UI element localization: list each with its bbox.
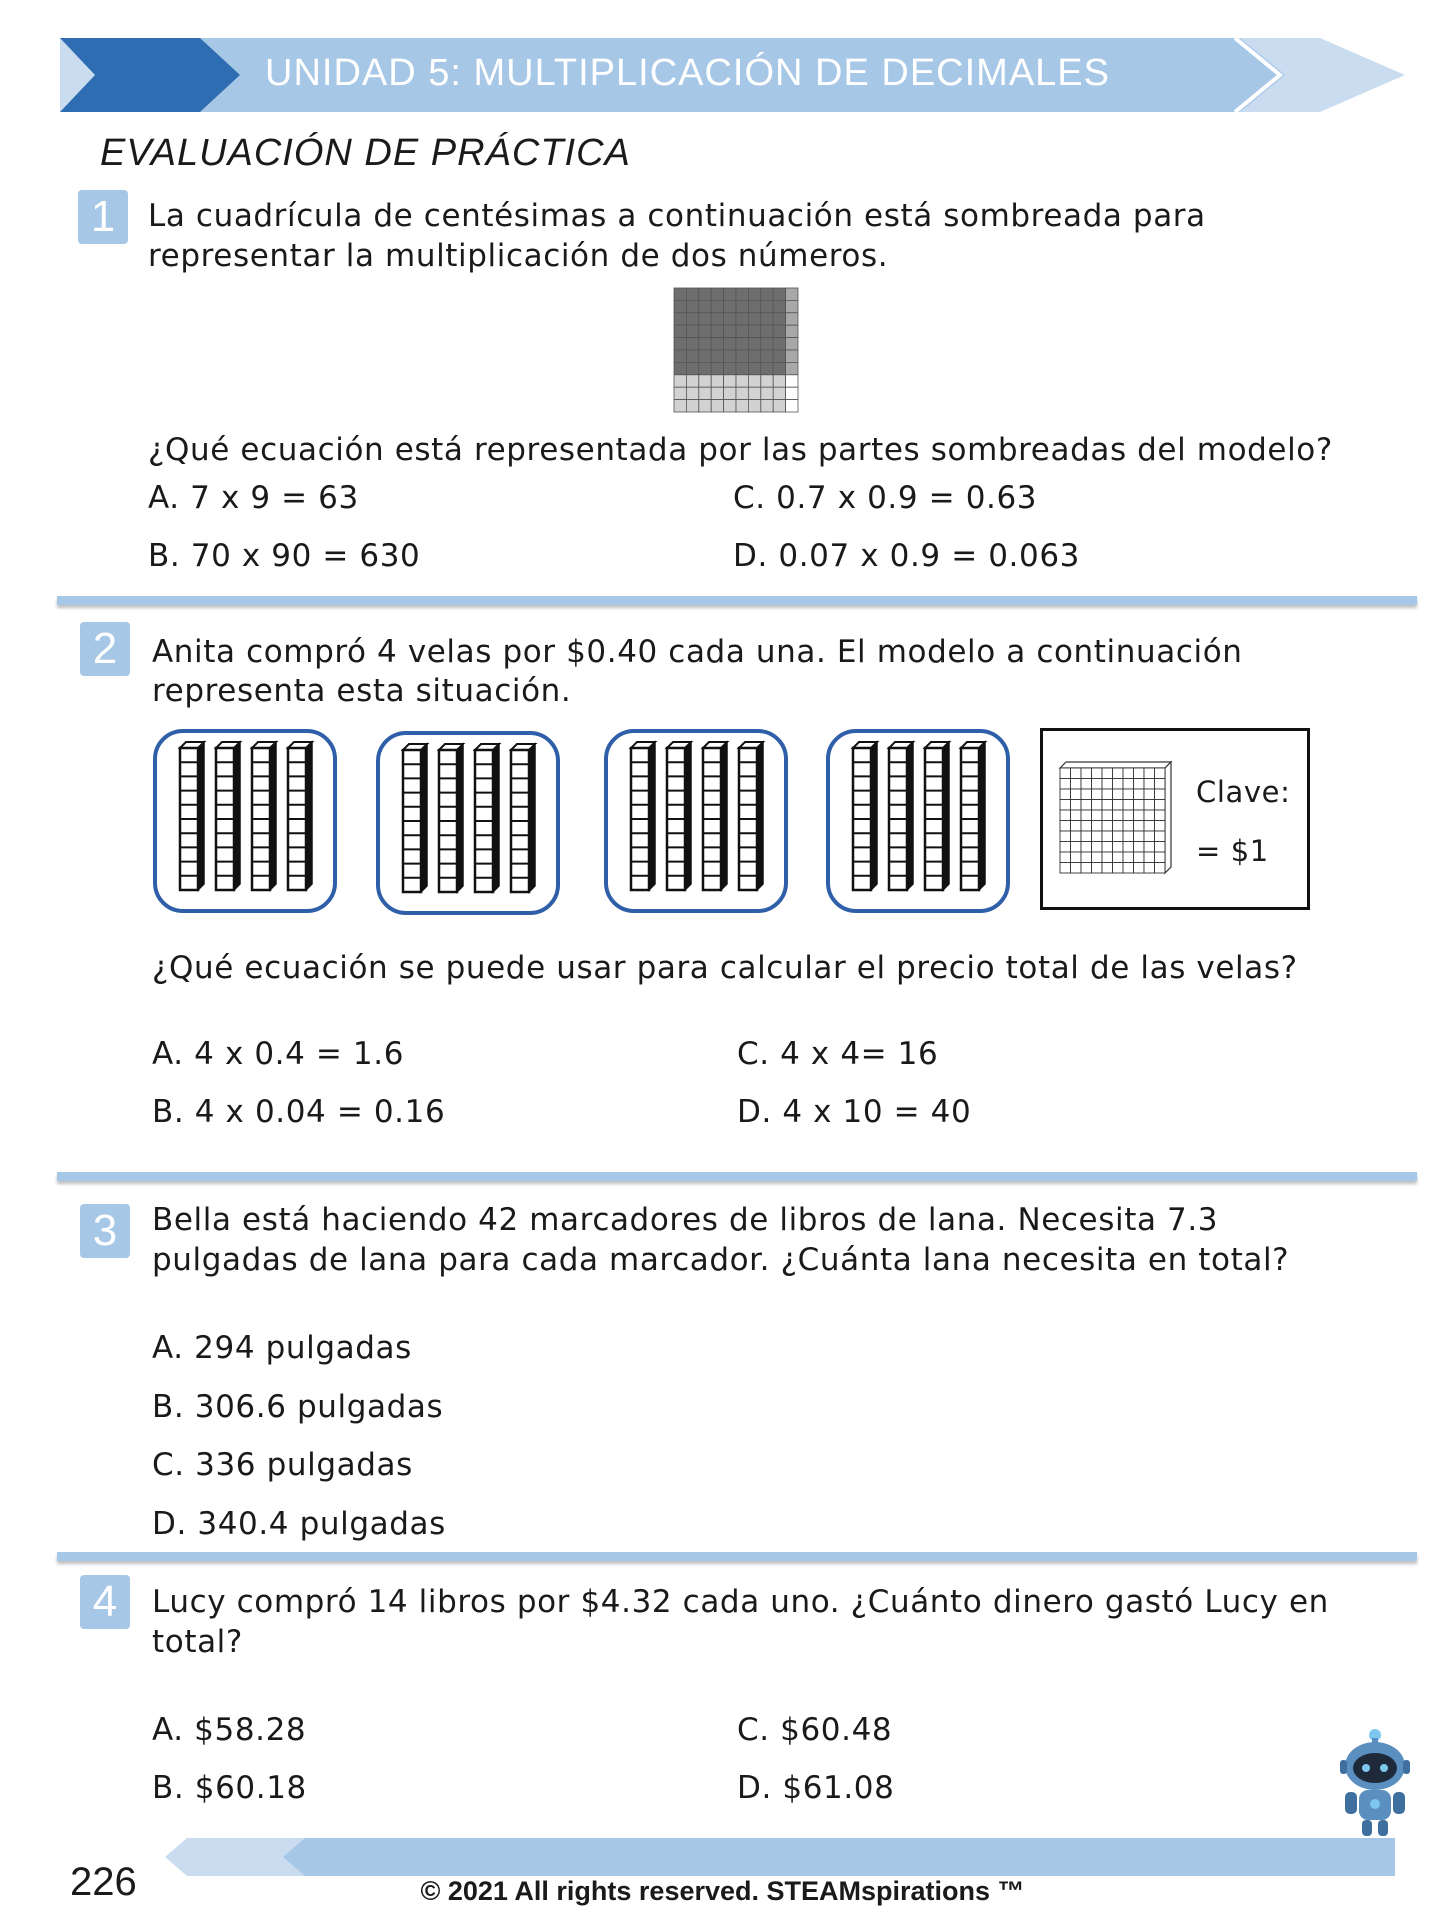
robot-icon bbox=[1332, 1728, 1418, 1840]
tenths-group-4 bbox=[825, 728, 1011, 914]
question-4-option-c[interactable]: C. $60.48 bbox=[737, 1712, 893, 1748]
question-1-option-a[interactable]: A. 7 x 9 = 63 bbox=[148, 480, 359, 516]
section-divider bbox=[57, 1552, 1417, 1561]
question-4-option-d[interactable]: D. $61.08 bbox=[737, 1770, 895, 1806]
question-1-text-line-2: representar la multiplicación de dos números. bbox=[148, 238, 889, 274]
question-3-option-b[interactable]: B. 306.6 pulgadas bbox=[152, 1389, 444, 1425]
tenths-group-3 bbox=[603, 728, 789, 914]
question-3-option-d[interactable]: D. 340.4 pulgadas bbox=[152, 1506, 446, 1542]
key-label: Clave: bbox=[1196, 775, 1291, 809]
question-3-text-line-1: Bella está haciendo 42 marcadores de libros de lana. Necesita 7.3 bbox=[152, 1202, 1219, 1238]
question-4-number: 4 bbox=[80, 1575, 130, 1629]
question-3-option-c[interactable]: C. 336 pulgadas bbox=[152, 1447, 413, 1483]
question-2-number: 2 bbox=[80, 622, 130, 676]
page-number: 226 bbox=[70, 1860, 137, 1904]
question-2-text-line-1: Anita compró 4 velas por $0.40 cada una. El modelo a continuación bbox=[152, 634, 1243, 670]
page-subtitle: EVALUACIÓN DE PRÁCTICA bbox=[100, 132, 631, 174]
unit-title: UNIDAD 5: MULTIPLICACIÓN DE DECIMALES bbox=[265, 52, 1111, 94]
question-4-option-b[interactable]: B. $60.18 bbox=[152, 1770, 307, 1806]
question-2-option-b[interactable]: B. 4 x 0.04 = 0.16 bbox=[152, 1094, 446, 1130]
question-4-option-a[interactable]: A. $58.28 bbox=[152, 1712, 307, 1748]
question-1-prompt: ¿Qué ecuación está representada por las partes sombreadas del modelo? bbox=[148, 432, 1333, 468]
copyright: © 2021 All rights reserved. STEAMspirations ™ bbox=[420, 1876, 1025, 1906]
question-1-number: 1 bbox=[78, 190, 128, 244]
section-divider bbox=[57, 1172, 1417, 1181]
question-3-number: 3 bbox=[80, 1204, 130, 1258]
question-2-text-line-2: representa esta situación. bbox=[152, 673, 572, 709]
question-2-option-c[interactable]: C. 4 x 4= 16 bbox=[737, 1036, 939, 1072]
question-1-option-d[interactable]: D. 0.07 x 0.9 = 0.063 bbox=[733, 538, 1080, 574]
question-1-option-b[interactable]: B. 70 x 90 = 630 bbox=[148, 538, 421, 574]
question-2-option-a[interactable]: A. 4 x 0.4 = 1.6 bbox=[152, 1036, 405, 1072]
question-4-text-line-2: total? bbox=[152, 1624, 243, 1660]
question-1-text-line-1: La cuadrícula de centésimas a continuación está sombreada para bbox=[148, 198, 1206, 234]
footer-bar bbox=[165, 1838, 1395, 1876]
question-2-prompt: ¿Qué ecuación se puede usar para calcular el precio total de las velas? bbox=[152, 950, 1298, 986]
tenths-group-2 bbox=[375, 730, 561, 916]
tenths-group-1 bbox=[152, 728, 338, 914]
question-2-option-d[interactable]: D. 4 x 10 = 40 bbox=[737, 1094, 972, 1130]
question-3-text-line-2: pulgadas de lana para cada marcador. ¿Cuánta lana necesita en total? bbox=[152, 1242, 1290, 1278]
key-value: = $1 bbox=[1196, 834, 1269, 868]
question-3-option-a[interactable]: A. 294 pulgadas bbox=[152, 1330, 412, 1366]
question-4-text-line-1: Lucy compró 14 libros por $4.32 cada uno. ¿Cuánto dinero gastó Lucy en bbox=[152, 1584, 1329, 1620]
section-divider bbox=[57, 596, 1417, 605]
hundredths-grid-model bbox=[673, 287, 799, 413]
key-grid-icon bbox=[1058, 760, 1178, 876]
question-1-option-c[interactable]: C. 0.7 x 0.9 = 0.63 bbox=[733, 480, 1038, 516]
